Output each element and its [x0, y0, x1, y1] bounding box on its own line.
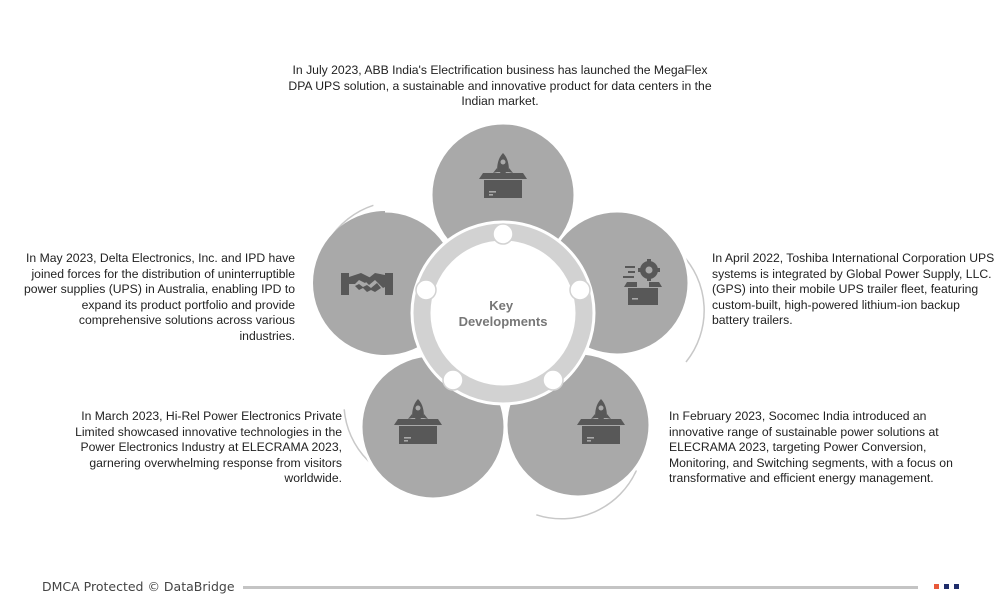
development-text-bottom-left: In March 2023, Hi-Rel Power Electronics Private Limited showcased innovative technologies in the Power Electronics Industry at ELECRAMA 2023, garnering overwhelming response from visitors worldwide. [75, 409, 342, 485]
ring-node [416, 280, 436, 300]
ring-node [493, 224, 513, 244]
footer-copyright: DMCA Protected © DataBridge [42, 579, 235, 594]
ring-node [543, 370, 563, 390]
footer-dot [934, 584, 939, 589]
development-text-right: In April 2022, Toshiba International Corporation UPS systems is integrated by Global Power Supply, LLC. (GPS) into their mobile UPS trailer fleet, featuring custom-built, high-powered lithium-ion backup battery trailers. [712, 251, 995, 327]
center-title-line: Key [489, 298, 514, 313]
footer-dot [954, 584, 959, 589]
ring-node [570, 280, 590, 300]
footer-divider [243, 586, 918, 589]
development-text-left: In May 2023, Delta Electronics, Inc. and IPD have joined forces for the distribution of uninterruptible power supplies (UPS) in Australia, enabling IPD to expand its product portfolio and provide comprehensive solutions across various industries. [24, 251, 295, 343]
ring-node [443, 370, 463, 390]
center-title-line: Developments [458, 314, 548, 329]
footer-dot [944, 584, 949, 589]
development-text-top: In July 2023, ABB India's Electrification business has launched the MegaFlex DPA UPS solution, a sustainable and innovative product for data centers in the Indian market. [288, 63, 712, 108]
footer-dots [934, 584, 964, 590]
center-disc [433, 243, 573, 383]
development-text-bottom-right: In February 2023, Socomec India introduced an innovative range of sustainable power solutions at ELECRAMA 2023, targeting Power Conversion, Monitoring, and Switching segments, with a focus on transformative and efficient energy management. [669, 409, 953, 485]
